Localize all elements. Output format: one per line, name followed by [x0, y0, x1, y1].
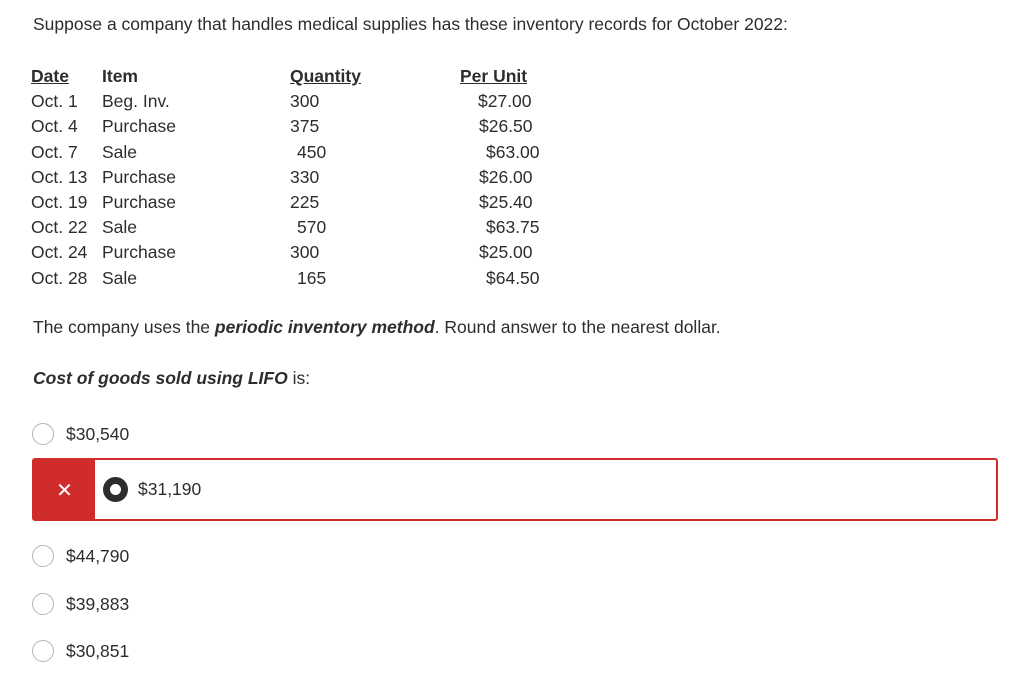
table-row	[31, 165, 596, 190]
radio-button-selected[interactable]	[103, 477, 128, 502]
cell-per-unit: $25.00	[479, 242, 533, 263]
header-item: Item	[102, 66, 138, 86]
option-2[interactable]	[32, 541, 129, 571]
cell-per-unit: $27.00	[478, 91, 532, 112]
option-3[interactable]	[32, 589, 129, 619]
option-1-selected-incorrect[interactable]	[32, 458, 998, 521]
table-header-row	[31, 64, 596, 89]
cell-per-unit: $26.00	[479, 166, 533, 187]
cell-item: Purchase	[102, 242, 176, 263]
cell-date: Oct. 7	[31, 141, 78, 162]
cell-item: Purchase	[102, 116, 176, 137]
method-text: The company uses the periodic inventory method. Round answer to the nearest dollar.	[33, 317, 721, 337]
cell-per-unit: $63.00	[486, 141, 540, 162]
option-4[interactable]	[32, 636, 129, 666]
header-date: Date	[31, 66, 69, 86]
cell-quantity: 225	[290, 192, 320, 213]
option-0[interactable]	[32, 419, 129, 449]
cell-item: Sale	[102, 141, 138, 162]
cell-date: Oct. 1	[31, 91, 78, 112]
cell-quantity: 165	[297, 267, 327, 288]
option-label: $30,540	[66, 423, 130, 444]
method-emphasis: periodic inventory method	[214, 317, 435, 337]
table-row	[31, 215, 596, 240]
question-emphasis: Cost of goods sold using LIFO	[33, 368, 288, 388]
header-per-unit: Per Unit	[460, 66, 528, 86]
table-row	[31, 140, 596, 165]
cell-quantity: 330	[290, 166, 320, 187]
cell-item: Beg. Inv.	[102, 91, 170, 112]
cell-item: Purchase	[102, 192, 176, 213]
cell-quantity: 300	[290, 91, 320, 112]
table-row	[31, 190, 596, 215]
table-row	[31, 266, 596, 291]
cell-date: Oct. 28	[31, 267, 88, 288]
radio-button[interactable]	[32, 423, 54, 445]
table-row	[31, 89, 596, 114]
option-label: $44,790	[66, 545, 130, 566]
cell-quantity: 570	[297, 217, 327, 238]
close-icon: ✕	[34, 460, 95, 519]
cell-date: Oct. 22	[31, 217, 88, 238]
radio-button[interactable]	[32, 545, 54, 567]
cell-item: Sale	[102, 217, 138, 238]
cell-item: Sale	[102, 267, 138, 288]
option-label: $31,190	[138, 479, 202, 499]
cell-date: Oct. 13	[31, 166, 88, 187]
cell-per-unit: $26.50	[479, 116, 533, 137]
radio-button[interactable]	[32, 640, 54, 662]
cell-per-unit: $63.75	[486, 217, 540, 238]
cell-per-unit: $64.50	[486, 267, 540, 288]
cell-date: Oct. 24	[31, 242, 88, 263]
cell-item: Purchase	[102, 166, 176, 187]
header-quantity: Quantity	[290, 66, 361, 86]
table-row	[31, 114, 596, 139]
cell-date: Oct. 19	[31, 192, 88, 213]
table-row	[31, 240, 596, 265]
cell-quantity: 375	[290, 116, 320, 137]
option-label: $39,883	[66, 593, 130, 614]
cell-quantity: 450	[297, 141, 327, 162]
inventory-table	[31, 64, 596, 291]
cell-quantity: 300	[290, 242, 320, 263]
option-label: $30,851	[66, 640, 130, 661]
cell-per-unit: $25.40	[479, 192, 533, 213]
question-text: Cost of goods sold using LIFO is:	[33, 368, 311, 388]
cell-date: Oct. 4	[31, 116, 78, 137]
intro-text: Suppose a company that handles medical supplies has these inventory records for October 2022:	[33, 14, 788, 34]
radio-button[interactable]	[32, 593, 54, 615]
